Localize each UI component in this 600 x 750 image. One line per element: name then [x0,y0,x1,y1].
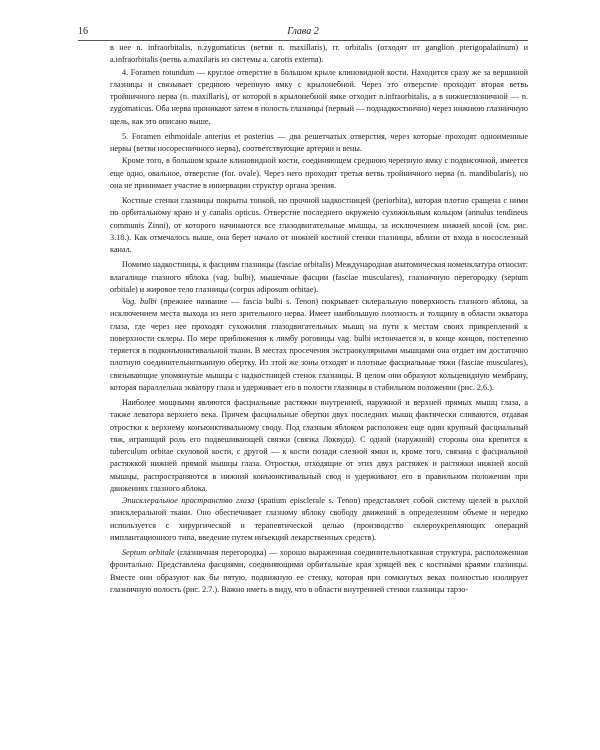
running-header [78,22,528,40]
paragraph-text: в нее n. infraorbitalis, n.zygomaticus (ветви n. maxillaris), rr. orbitalis (отходят от ganglion pterigopalatinum) и a.infraorbitalis (ветвь a.maxilaris из системы a. carotis externa). [110,43,528,65]
paragraph-text: Костные стенки глазницы покрыты тонкой, но прочной надкостницей (periorbita), которая плотно сращена с ними по орбитальному краю и у canalis opticus. Отверстие последнего окружено сухожильным кольцом (annulus tendineus communis Zinni), от которого начинаются все глазодвигательные мышцы, за исключением нижней косой (см. рис. 3.18.). Как отмечалось выше, она берет начало от нижней костной стенки глазницы, вблизи от входа в носослезный канал. [110,196,528,254]
page-number: 16 [78,26,88,37]
paragraph-10 [110,547,528,596]
header-rule [78,40,528,41]
chapter-title: Глава 2 [287,26,319,37]
paragraph-7 [110,296,528,394]
paragraph-text: (глазничная перегородка) — хорошо выраженная соединительнотканная структура, расположенная фронтально. Представлена фасциями, соединяющими орбитальные края хрящей век с костными краями глазницы. Вместе они образуют как бы пятую, подвижную ее стенку, которая при сомкнутых веках полностью изолирует глазничную полость (рис. 2.7.). Важно иметь в виду, что в области внутренней стенки глазницы тарзо- [110,548,528,594]
paragraph-lead: Septum orbitale [122,548,175,557]
paragraph-text: Наиболее мощными являются фасциальные растяжки внутренней, наружной и верхней прямых мышц глаза, а также леватора верхнего века. Причем фасциальные обертки двух последних мышц фактически сливаются, отдавая отростки к верхнему конъюнктивальному своду. Под глазным яблоком расположен еще один крупный фасциальный тяж, играющий роль его подвешивающей связки (связка Локвуда). С одной (наружной) стороны она крепится к tuberculum orbitae скуловой кости, с другой — к кости позади слезной ямки и, кроме того, связана с фасциальной растяжкой нижней прямой мышцы глаза. Отростки, отходящие от этих двух растяжек и растяжки нижней косой мышцы, распространяются в нижний конъюнктивальный свод и удерживают его в правильном положении при движениях глазного яблока. [110,398,528,493]
paragraph-9 [110,495,528,544]
paragraph-text: 4. Foramen rotundum — круглое отверстие в большом крыле клиновидной кости. Находится сразу же за вершиной глазницы и связывает среднюю черепную ямку с крылонебной. Через это отверстие проходит вторая ветвь тройничного нерва (n. maxillaris), от которой в крылонебной ямке отходит n.infraorbitalis, а в нижнеглазничной — n. zygomaticus. Оба нерва проникают затем в полость глазницы (первый — поднадкостнично) через нижнюю глазничную щель, как это описано выше. [110,67,528,126]
paragraph-lead: Эписклеральное пространство глаза [122,496,255,505]
paragraph-text: 5. Foramen ethmoidale anterius et posterius — два решетчатых отверстия, через которые проходят одноименные нервы (ветви носоресничного нерва), соответствующие артерии и вены. [110,131,528,153]
paragraph-text: (spatium episclerale s. Tenon) представляет собой систему щелей в рыхлой эписклеральной ткани. Оно обеспечивает глазному яблоку свободу движений в определенном объеме и нередко используется с хирургической и терапевтической целью (производство склероукрепляющих операций имплантационного типа, введение путем инъекций лекарственных средств). [110,496,528,542]
paragraph-1 [110,42,528,67]
paragraph-4 [110,155,528,192]
paragraph-text: Кроме того, в большом крыле клиновидной кости, соединяющем среднюю черепную ямку с подвисочной, имеется еще одно, овальное, отверстие (for. ovale). Через него проходит третья ветвь тройничного нерва (n. mandibularis), но она не принимает участие в иннервации структур органа зрения. [110,156,528,190]
paragraph-lead: Vag. bulbi [122,297,157,306]
paragraph-6 [110,259,528,296]
paragraph-2 [110,67,528,128]
paragraph-8 [110,397,528,495]
paragraph-text: Помимо надкостницы, к фасциям глазницы (fasciae orbitalis) Международная анатомическая номенклатура относит: влагалище глазного яблока (vag. bulbi), мышечные фасции (fasciae musculares), глазничную перегородку (septum orbitale) и жировое тело глазницы (corpus adiposum orbitae). [110,260,528,294]
body-text [110,42,528,596]
paragraph-3 [110,131,528,156]
paragraph-text: (прежнее название — fascia bulbi s. Tenon) покрывает склеральную поверхность глазного яблока, за исключением места выхода из него зрительного нерва. Имеет наибольшую плотность и толщину в области экватора глаза, где через нее проходят сухожилия глазодвигательных мышц на пути к местам своих прикреплений к поверхности склеры. По мере приближения к лимбу роговицы vag. bulbi истончается и, в конце концов, постепенно теряется в подконъюнктивальной ткани. В местах просечения экстраокулярными мышцами она отдает им достаточно плотную соединительнотканную обертку. Из этой же зоны отходят и плотные фасциальные тяжи (fasciae musculares), связывающие упомянутые мышцы с надкостницей стенок глазницы. В целом они образуют кольцевидную мембрану, которая параллельна экватору глаза и удерживает его в полости глазницы в стабильном положении (рис. 2.6.). [110,297,528,392]
paragraph-5 [110,195,528,256]
